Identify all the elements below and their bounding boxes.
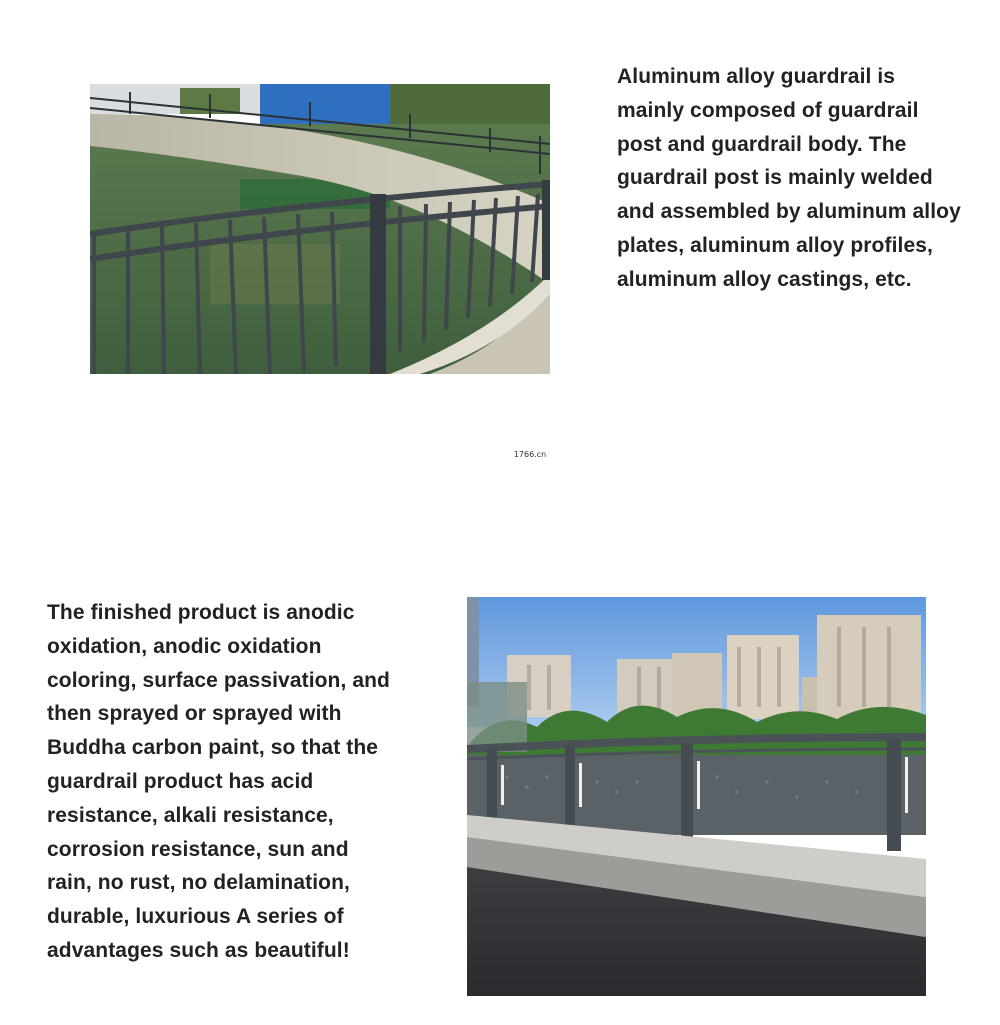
guardrail-pond-illustration xyxy=(90,84,550,374)
bridge-guardrail-photo xyxy=(467,597,926,996)
guardrail-composition-paragraph: Aluminum alloy guardrail is mainly composed of guardrail post and guardrail body. The guardrail post is mainly welded and assembled by aluminum alloy plates, aluminum alloy profiles, aluminum alloy castings, etc. xyxy=(617,65,961,291)
guardrail-pond-photo xyxy=(90,84,550,374)
guardrail-finish-paragraph: The finished product is anodic oxidation, anodic oxidation coloring, surface passivation, and then sprayed or sprayed with Buddha carbon paint, so that the guardrail product has acid resistance, alkali resistance, corrosion resistance, sun and rain, no rust, no delamination, durable, luxurious A series of advantages such as beautiful! xyxy=(47,601,390,962)
watermark-caption: 1766.cn xyxy=(513,450,547,459)
bridge-guardrail-illustration xyxy=(467,597,926,996)
